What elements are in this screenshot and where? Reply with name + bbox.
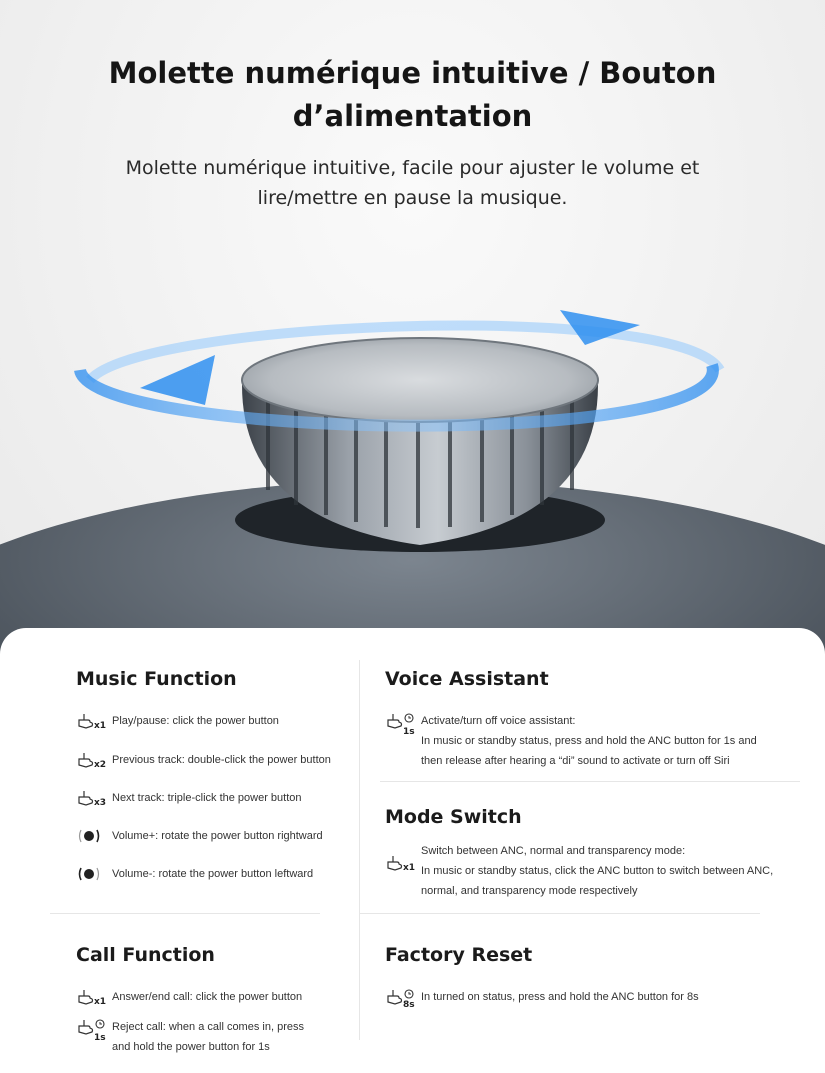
page-title: [40, 52, 785, 138]
page-subtitle: [60, 153, 765, 213]
factory-reset-item: [385, 987, 699, 1010]
dial-knob-illustration: [0, 280, 825, 660]
mode-line-1: Switch between ANC, normal and transparency mode:: [421, 845, 686, 857]
svg-text:x1: x1: [403, 863, 416, 873]
title-line-2: d’alimentation: [292, 99, 533, 133]
svg-text:x2: x2: [94, 760, 107, 770]
svg-text:x3: x3: [94, 798, 107, 808]
voice-line-2: In music or standby status, press and hold the ANC button for 1s and: [421, 735, 757, 747]
voice-line-3: then release after hearing a “di” sound to activate or turn off Siri: [421, 755, 730, 767]
right-divider-bottom: [360, 913, 760, 914]
title-line-1: Molette numérique intuitive / Bouton: [108, 56, 717, 90]
right-divider-top: [380, 781, 800, 782]
music-item-text: Volume+: rotate the power button rightward: [112, 830, 323, 842]
ring-arrow-left: [140, 355, 215, 405]
music-item-text: Next track: triple-click the power button: [112, 792, 302, 804]
factory-reset-title: Factory Reset: [385, 944, 533, 966]
voice-line-1: Activate/turn off voice assistant:: [421, 715, 576, 727]
svg-text:1s: 1s: [403, 727, 415, 737]
music-function-title: Music Function: [76, 668, 237, 690]
mode-switch-text: [421, 841, 773, 901]
rotate-left-icon: [76, 864, 112, 884]
music-item-text: Play/pause: click the power button: [112, 715, 279, 727]
voice-assistant-title: Voice Assistant: [385, 668, 549, 690]
mode-switch-section: [385, 806, 815, 906]
tap-x2-icon: [76, 750, 112, 770]
music-item-text: Previous track: double-click the power button: [112, 754, 331, 766]
voice-assistant-text: [421, 711, 757, 771]
subtitle-line-2: lire/mettre en pause la musique.: [257, 187, 568, 209]
reject-line-1: Reject call: when a call comes in, press: [112, 1021, 304, 1033]
mode-switch-title: Mode Switch: [385, 806, 522, 828]
factory-reset-text: In turned on status, press and hold the ANC button for 8s: [421, 991, 699, 1003]
music-function-section: [76, 668, 361, 908]
music-item-previous: [76, 750, 331, 770]
press-hold-icon: [385, 987, 421, 1010]
tap-x1-icon: [385, 853, 421, 873]
svg-text:x1: x1: [94, 997, 107, 1007]
mode-switch-item: [385, 841, 773, 901]
music-item-next: [76, 788, 302, 808]
call-item-reject-text: [112, 1017, 304, 1057]
voice-assistant-section: [385, 668, 815, 778]
tap-x3-icon: [76, 788, 112, 808]
music-item-text: Volume-: rotate the power button leftward: [112, 868, 314, 880]
reject-line-2: and hold the power button for 1s: [112, 1041, 270, 1053]
call-item-answer: [76, 987, 302, 1007]
call-item-text: Answer/end call: click the power button: [112, 991, 303, 1003]
subtitle-line-1: Molette numérique intuitive, facile pour ajuster le volume et: [125, 157, 700, 179]
call-item-reject: [76, 1017, 304, 1057]
factory-reset-section: [385, 944, 815, 1024]
music-item-volume-down: [76, 864, 313, 884]
rotate-right-icon: [76, 826, 112, 846]
svg-text:1s: 1s: [94, 1033, 106, 1043]
press-hold-icon: [76, 1017, 112, 1043]
left-divider: [50, 913, 320, 914]
press-hold-icon: [385, 711, 421, 755]
call-function-title: Call Function: [76, 944, 215, 966]
mode-line-3: normal, and transparency mode respectively: [421, 885, 638, 897]
music-item-volume-up: [76, 826, 323, 846]
tap-x1-icon: [76, 711, 112, 731]
music-item-play-pause: [76, 711, 279, 731]
tap-x1-icon: [76, 987, 112, 1007]
mode-line-2: In music or standby status, click the ANC button to switch between ANC,: [421, 865, 774, 877]
svg-text:8s: 8s: [403, 1000, 415, 1010]
call-function-section: [76, 944, 361, 1064]
svg-text:x1: x1: [94, 721, 107, 731]
voice-assistant-item: [385, 711, 757, 771]
